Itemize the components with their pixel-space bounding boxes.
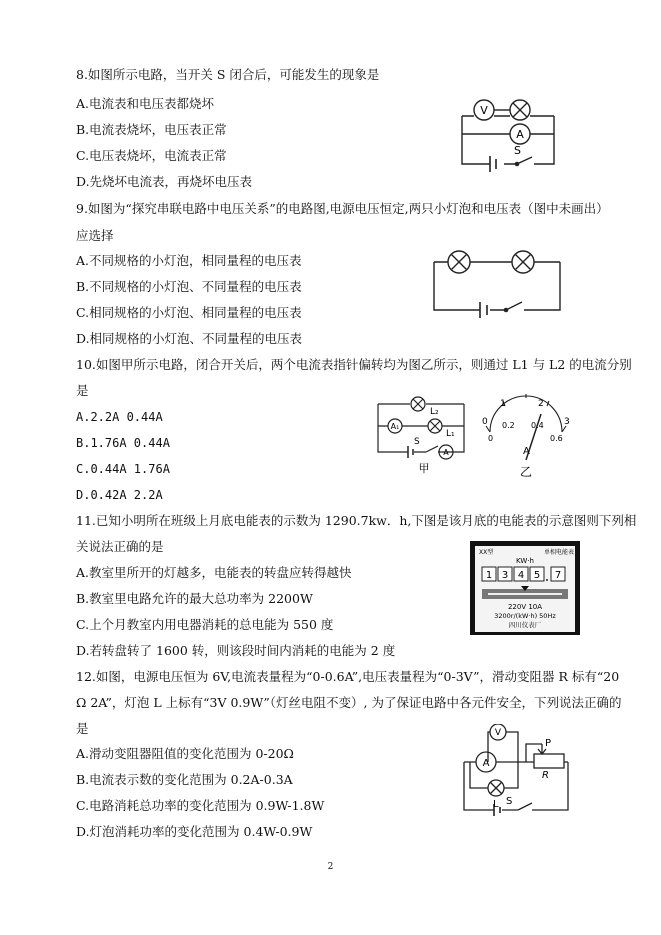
q11-meter-model: XX型 xyxy=(479,549,494,556)
q11-option-b: B.教室里电路允许的最大总功率为 2200W xyxy=(76,591,313,606)
q11-meter-digit-decimal: 7 xyxy=(554,570,562,581)
q8-option-b: B.电流表烧坏，电压表正常 xyxy=(76,122,227,137)
q10-l1-label: L₁ xyxy=(446,429,455,439)
q10-dial-tick-3: 3 xyxy=(564,417,570,427)
q11-meter-digit-4: 5 xyxy=(533,570,541,581)
q9-stem-line2: 应选择 xyxy=(76,228,114,243)
q11-meter-digit-2: 3 xyxy=(501,570,509,581)
q10-dial-tick-2: 2 xyxy=(538,399,544,409)
q8-circuit-figure xyxy=(452,94,564,180)
q9-stem-line1: 9.如图为“探究串联电路中电压关系”的电路图,电源电压恒定,两只小灯泡和电压表（图中未画出） xyxy=(76,201,609,216)
q12-switch-label: S xyxy=(506,796,513,807)
q11-meter-digit-3: 4 xyxy=(517,570,525,581)
q11-energy-meter-figure xyxy=(470,541,580,635)
q12-rheostat-label: R xyxy=(542,770,549,781)
q11-stem-line1: 11.已知小明所在班级上月底电能表的示数为 1290.7kw．h,下图是该月底的电能表的示意图则下列相 xyxy=(76,513,637,528)
q8-voltmeter-label: V xyxy=(480,104,488,117)
q10-dial-inner-04: 0.4 xyxy=(531,421,544,430)
q10-a1-label: A₁ xyxy=(390,422,400,431)
q12-option-a: A.滑动变阻器阻值的变化范围为 0-20Ω xyxy=(76,746,294,761)
q10-stem-line1: 10.如图甲所示电路，闭合开关后，两个电流表指针偏转均为图乙所示，则通过 L1 与 L2 的电流分别 xyxy=(76,357,632,372)
q10-option-d: D.0.42A 2.2A xyxy=(76,488,163,502)
q11-meter-name: 单相电能表 xyxy=(544,549,575,556)
q12-slider-label: P xyxy=(545,738,552,749)
q12-voltmeter-label: V xyxy=(494,728,502,738)
q8-switch-label: S xyxy=(514,144,521,157)
q8-option-a: A.电流表和电压表都烧坏 xyxy=(76,96,215,111)
q10-dial-tick-0: 0 xyxy=(482,417,488,427)
q12-option-b: B.电流表示数的变化范围为 0.2A-0.3A xyxy=(76,772,293,787)
q10-dial-unit: A xyxy=(523,446,530,457)
q10-switch-label: S xyxy=(414,437,420,447)
q10-circuit-figure-jia xyxy=(372,394,476,478)
q9-option-b: B.不同规格的小灯泡、不同量程的电压表 xyxy=(76,279,302,294)
q12-stem-line1: 12.如图，电源电压恒为 6V,电流表量程为“0-0.6A”,电压表量程为“0-3V”，滑动变阻器 R 标有“20 xyxy=(76,669,620,684)
q10-ammeter-dial-yi xyxy=(478,394,574,478)
q11-meter-digit-1: 1 xyxy=(485,570,493,581)
q11-option-c: C.上个月教室内用电器消耗的总电能为 550 度 xyxy=(76,617,334,632)
q11-meter-rating: 220V 10A xyxy=(507,603,543,611)
q10-jia-caption: 甲 xyxy=(418,462,430,475)
q12-stem-line3: 是 xyxy=(76,721,89,736)
q11-meter-unit: KW·h xyxy=(516,557,534,565)
q9-circuit-figure xyxy=(428,244,568,326)
q9-option-a: A.不同规格的小灯泡，相同量程的电压表 xyxy=(76,253,302,268)
q10-l2-label: L₂ xyxy=(430,407,439,417)
q8-stem: 8.如图所示电路，当开关 S 闭合后，可能发生的现象是 xyxy=(76,67,380,82)
q8-option-d: D.先烧坏电流表，再烧坏电压表 xyxy=(76,174,253,189)
q12-stem-line2: Ω 2A”，灯泡 L 上标有“3V 0.9W”（灯丝电阻不变）, 为了保证电路中各元件安全，下列说法正确的 xyxy=(76,695,622,710)
q9-option-c: C.相同规格的小灯泡、相同量程的电压表 xyxy=(76,305,302,320)
page-number: 2 xyxy=(327,862,334,872)
q10-option-c: C.0.44A 1.76A xyxy=(76,462,170,476)
q11-stem-line2: 关说法正确的是 xyxy=(76,539,164,554)
q12-circuit-figure xyxy=(458,724,576,824)
q9-option-d: D.相同规格的小灯泡、不同量程的电压表 xyxy=(76,331,303,346)
q12-option-d: D.灯泡消耗功率的变化范围为 0.4W-0.9W xyxy=(76,824,313,839)
q10-dial-inner-06: 0.6 xyxy=(550,434,563,443)
q12-ammeter-label: A xyxy=(482,758,490,769)
q10-dial-inner-0: 0 xyxy=(488,434,494,443)
q10-dial-tick-1: 1 xyxy=(500,399,506,409)
q8-option-c: C.电压表烧坏，电流表正常 xyxy=(76,148,227,163)
q10-dial-inner-02: 0.2 xyxy=(502,421,515,430)
q11-meter-maker: 四川仪表厂 xyxy=(508,621,542,629)
q10-option-b: B.1.76A 0.44A xyxy=(76,436,170,450)
q11-option-d: D.若转盘转了 1600 转，则该段时间内消耗的电能为 2 度 xyxy=(76,643,396,658)
q11-option-a: A.教室里所开的灯越多，电能表的转盘应转得越快 xyxy=(76,565,352,580)
q12-lamp-label: L xyxy=(493,799,499,810)
q10-yi-caption: 乙 xyxy=(519,465,533,478)
q10-option-a: A.2.2A 0.44A xyxy=(76,410,163,424)
q12-option-c: C.电路消耗总功率的变化范围为 0.9W-1.8W xyxy=(76,798,325,813)
q10-ammeter-label: A xyxy=(443,448,449,457)
q10-stem-line2: 是 xyxy=(76,383,89,398)
q11-meter-spec: 3200r/(kW·h) 50Hz xyxy=(494,612,556,620)
q8-ammeter-label: A xyxy=(516,128,524,141)
